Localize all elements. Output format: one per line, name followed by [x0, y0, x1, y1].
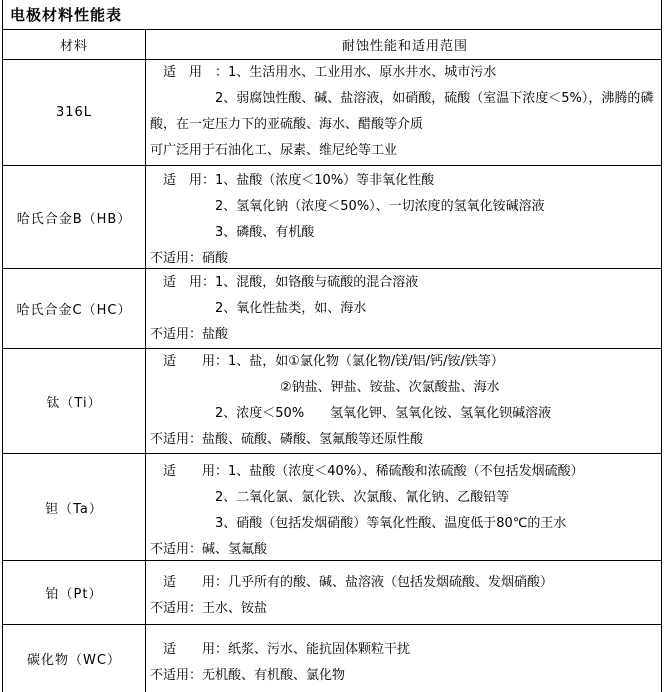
- text-line: 适 用：1、盐酸（浓度＜10%）等非氧化性酸: [150, 173, 435, 188]
- performance-cell: [146, 454, 661, 560]
- text-line: 2、二氧化氯、氯化铁、次氯酸、氰化钠、乙酸铅等: [150, 490, 510, 505]
- header-material: 材料: [3, 30, 146, 59]
- text-line: 2、弱腐蚀性酸、碱、盐溶液，如硝酸，硫酸（室温下浓度＜5%），沸腾的磷: [150, 91, 654, 106]
- table-row-hastelloy-c: [3, 269, 661, 349]
- material-cell: 哈氏合金C（HC）: [3, 269, 146, 348]
- text-line: 不适用：盐酸、硫酸、磷酸、氢氟酸等还原性酸: [150, 432, 424, 447]
- text-line: 不适用：盐酸: [150, 327, 229, 342]
- table-title-text: 电极材料性能表: [10, 6, 123, 24]
- material-cell: 碳化物（WC）: [3, 625, 146, 692]
- performance-cell: [146, 561, 661, 624]
- text-line: 适 用 ：1、生活用水、工业用水、原水井水、城市污水: [150, 65, 497, 80]
- electrode-material-table: [2, 0, 662, 692]
- table-title: [3, 0, 661, 30]
- table-row-hastelloy-b: [3, 166, 661, 269]
- performance-cell: [146, 60, 661, 165]
- header-performance: 耐蚀性能和适用范围: [341, 39, 468, 54]
- table-row-platinum: [3, 561, 661, 625]
- text-line: ②钠盐、钾盐、铵盐、次氯酸盐、海水: [150, 380, 500, 395]
- material-cell: 哈氏合金B（HB）: [3, 166, 146, 268]
- text-line: 适 用：1、混酸，如铬酸与硫酸的混合溶液: [150, 275, 419, 290]
- text-line: 不适用：王水、铵盐: [150, 601, 268, 616]
- text-line: 不适用：无机酸、有机酸、氯化物: [150, 668, 346, 683]
- text-line: 适 用：1、盐酸（浓度＜40%）、稀硫酸和浓硫酸（不包括发烟硫酸）: [150, 464, 584, 479]
- text-line: 适 用：纸浆、污水、能抗固体颗粒干扰: [150, 642, 411, 657]
- table-row-carbide: [3, 625, 661, 692]
- material-cell: 316L: [3, 60, 146, 165]
- text-line: 不适用：碱、氢氟酸: [150, 542, 268, 557]
- text-line: 2、浓度＜50% 氢氧化钾、氢氧化铵、氢氧化钡碱溶液: [150, 406, 552, 421]
- text-line: 适 用：1、盐，如①氯化物（氯化物/镁/铝/钙/铵/铁等）: [150, 354, 504, 369]
- table-row-tantalum: [3, 454, 661, 561]
- material-cell: 钽（Ta）: [3, 454, 146, 560]
- table-header-row: [3, 30, 661, 60]
- text-line: 3、磷酸、有机酸: [150, 225, 315, 240]
- performance-cell: [146, 166, 661, 268]
- text-line: 3、硝酸（包括发烟硝酸）等氧化性酸、温度低于80℃的王水: [150, 516, 567, 531]
- table-row-titanium: [3, 349, 661, 454]
- performance-cell: [146, 625, 661, 692]
- material-cell: 钛（Ti）: [3, 349, 146, 453]
- text-line: 2、氢氧化钠（浓度＜50%）、一切浓度的氢氧化铵碱溶液: [150, 199, 545, 214]
- text-line: 2、氧化性盐类，如、海水: [150, 301, 367, 316]
- performance-cell: [146, 349, 661, 453]
- text-line: 适 用：几乎所有的酸、碱、盐溶液（包括发烟硫酸、发烟硝酸）: [150, 575, 554, 590]
- text-line: 可广泛用于石油化工、尿素、维尼纶等工业: [150, 143, 398, 158]
- material-cell: 铂（Pt）: [3, 561, 146, 624]
- text-line: 酸，在一定压力下的亚硫酸、海水、醋酸等介质: [150, 117, 424, 132]
- performance-cell: [146, 269, 661, 348]
- text-line: 不适用：硝酸: [150, 251, 229, 266]
- table-row-316l: [3, 60, 661, 166]
